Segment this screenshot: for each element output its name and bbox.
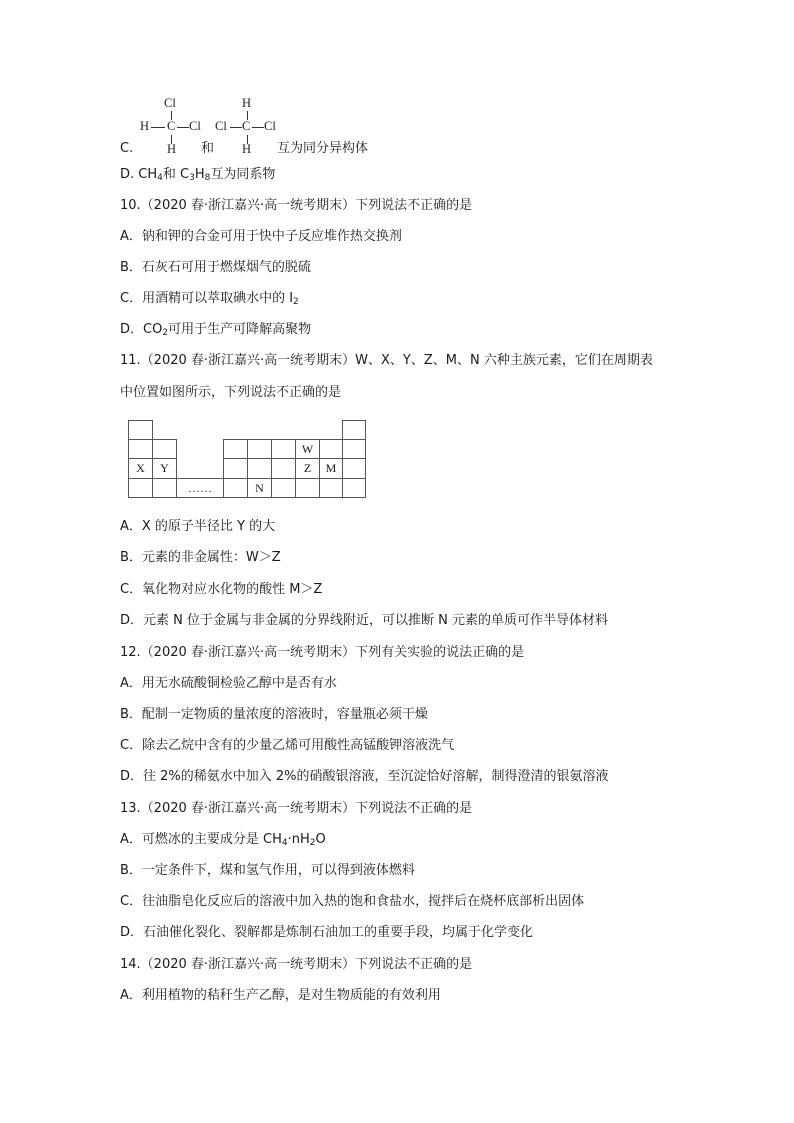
mol1-bottom-atom: H (167, 142, 177, 156)
q9-option-c-tail: 互为同分异构体 (277, 141, 369, 156)
mol1-right-atom: Cl (189, 119, 201, 133)
q10-option-b: B．石灰石可用于燃煤烟气的脱硫 (120, 260, 311, 275)
pt-cell (247, 458, 272, 479)
pt-cell (128, 439, 153, 459)
pt-cell-w: W (295, 439, 320, 459)
pt-cell (128, 478, 153, 498)
q10-option-d: D．$CO_2$可用于生产可降解高聚物 (120, 322, 312, 338)
pt-cell (152, 439, 177, 459)
mol2-right-bond (252, 127, 264, 128)
pt-cell (319, 478, 343, 498)
pt-cell (319, 439, 343, 459)
mol2-left-atom: Cl (215, 119, 227, 133)
q11-option-c: C．氧化物对应水化物的酸性 M＞Z (120, 582, 323, 597)
q9-option-d: D. $CH_4$和 $C_3H_8$互为同系物 (120, 167, 276, 183)
pt-cell (223, 439, 248, 459)
pt-cell-x: X (128, 458, 153, 479)
pt-cell (342, 478, 366, 498)
pt-cell (128, 420, 153, 440)
mol2-bottom-atom: H (242, 142, 252, 156)
pt-cell (271, 458, 296, 479)
mol1-left-atom: H (140, 119, 150, 133)
q11-option-a: A．X 的原子半径比 Y 的大 (120, 519, 276, 534)
q11-option-b: B．元素的非金属性：W＞Z (120, 550, 281, 565)
q12-stem: 12.（2020 春·浙江嘉兴·高一统考期末）下列有关实验的说法正确的是 (120, 645, 525, 660)
q10-option-c: C．用酒精可以萃取碘水中的 $I_2$ (120, 291, 299, 307)
periodic-table-figure (128, 420, 366, 498)
pt-cell-m: M (319, 458, 343, 479)
q13-option-c: C．往油脂皂化反应后的溶液中加入热的饱和食盐水，搅拌后在烧杯底部析出固体 (120, 894, 585, 909)
molecule-2 (215, 96, 285, 158)
mol1-right-bond (177, 127, 189, 128)
molecule-1 (140, 96, 210, 158)
q14-stem: 14.（2020 春·浙江嘉兴·高一统考期末）下列说法不正确的是 (120, 957, 473, 972)
pt-cell (223, 478, 248, 498)
pt-cell (152, 478, 177, 498)
q12-option-c: C．除去乙烷中含有的少量乙烯可用酸性高锰酸钾溶液洗气 (120, 738, 455, 753)
pt-cell (342, 420, 366, 440)
mol2-top-atom: H (242, 96, 252, 110)
mol2-left-bond (230, 127, 242, 128)
q12-option-a: A．用无水硫酸铜检验乙醇中是否有水 (120, 676, 337, 691)
pt-cell (295, 478, 320, 498)
q11-stem-line1: 11.（2020 春·浙江嘉兴·高一统考期末）W、X、Y、Z、M、N 六种主族元素，它们在周期表 (120, 353, 653, 368)
pt-cell (271, 439, 296, 459)
q9-option-c-letter: C. (120, 141, 134, 156)
q10-option-a: A．钠和钾的合金可用于快中子反应堆作热交换剂 (120, 229, 402, 244)
pt-cell (247, 439, 272, 459)
pt-cell-y: Y (152, 458, 177, 479)
mol1-center-atom: C (167, 119, 176, 133)
pt-cell (271, 478, 296, 498)
q13-stem: 13.（2020 春·浙江嘉兴·高一统考期末）下列说法不正确的是 (120, 801, 473, 816)
q11-option-d: D．元素 N 位于金属与非金属的分界线附近，可以推断 N 元素的单质可作半导体材料 (120, 613, 608, 628)
pt-cell (223, 458, 248, 479)
mol2-center-atom: C (242, 119, 251, 133)
q12-option-d: D．往 2%的稀氨水中加入 2%的硝酸银溶液，至沉淀恰好溶解，制得澄清的银氨溶液 (120, 769, 609, 784)
q10-stem: 10.（2020 春·浙江嘉兴·高一统考期末）下列说法不正确的是 (120, 198, 473, 213)
pt-cell-dots: …… (176, 478, 224, 498)
pt-cell-n: N (247, 478, 272, 498)
mol2-right-atom: Cl (264, 119, 276, 133)
pt-cell (342, 458, 366, 479)
q13-option-a: A．可燃冰的主要成分是 $CH_4\cdot nH_2O$ (120, 832, 326, 848)
q12-option-b: B．配制一定物质的量浓度的溶液时，容量瓶必须干燥 (120, 707, 428, 722)
q9-option-c-and: 和 (201, 141, 215, 156)
pt-cell (342, 439, 366, 459)
q13-option-d: D．石油催化裂化、裂解都是炼制石油加工的重要手段，均属于化学变化 (120, 925, 534, 940)
pt-cell-z: Z (295, 458, 320, 479)
q14-option-a: A．利用植物的秸秆生产乙醇，是对生物质能的有效利用 (120, 988, 441, 1003)
q13-option-b: B．一定条件下，煤和氢气作用，可以得到液体燃料 (120, 863, 415, 878)
mol1-left-bond (151, 127, 165, 128)
q11-stem-line2: 中位置如图所示，下列说法不正确的是 (120, 385, 342, 400)
mol1-top-atom: Cl (164, 96, 176, 110)
